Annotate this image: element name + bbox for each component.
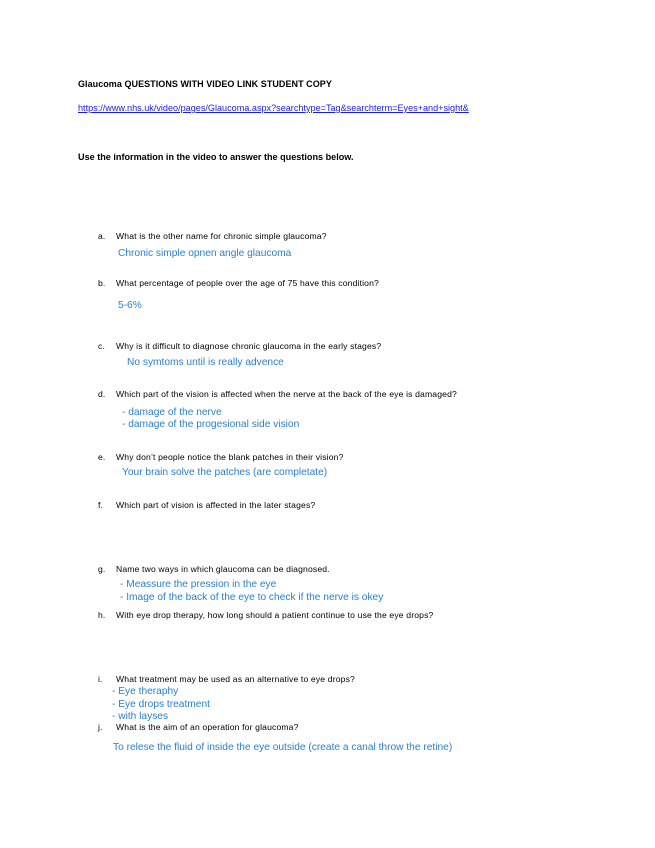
question-j — [98, 722, 299, 732]
question-text: Why is it difficult to diagnose chronic glaucoma in the early stages? — [116, 341, 382, 351]
answer-e-1[interactable]: Your brain solve the patches (are completate) — [122, 467, 328, 478]
answer-g-1[interactable]: - Meassure the pression in the eye — [120, 579, 277, 590]
question-label: g. — [98, 564, 106, 574]
answer-j-1[interactable]: To relese the fluid of inside the eye outside (create a canal throw the retine) — [113, 742, 453, 753]
answer-i-1[interactable]: - Eye theraphy — [112, 686, 179, 697]
question-label: b. — [98, 278, 106, 288]
answer-c-1[interactable]: No symtoms until is really advence — [127, 357, 284, 368]
question-d — [98, 389, 457, 399]
question-h — [98, 610, 433, 620]
question-text: Which part of the vision is affected when the nerve at the back of the eye is damaged? — [116, 389, 457, 399]
question-text: Why don’t people notice the blank patches in their vision? — [116, 452, 344, 462]
answer-b-1[interactable]: 5-6% — [118, 300, 142, 311]
question-label: e. — [98, 452, 106, 462]
question-label: d. — [98, 389, 106, 399]
question-label: j. — [98, 722, 103, 732]
question-label: c. — [98, 341, 105, 351]
question-c — [98, 341, 381, 351]
question-e — [98, 452, 344, 462]
question-text: What is the other name for chronic simple glaucoma? — [116, 231, 327, 241]
question-text: What treatment may be used as an alternative to eye drops? — [116, 674, 355, 684]
question-text: Name two ways in which glaucoma can be diagnosed. — [116, 564, 330, 574]
answer-i-2[interactable]: - Eye drops treatment — [112, 699, 210, 710]
question-text: What percentage of people over the age of 75 have this condition? — [116, 278, 379, 288]
question-g — [98, 564, 330, 574]
question-label: i. — [98, 674, 103, 684]
answer-d-2[interactable]: - damage of the progesional side vision — [122, 419, 300, 430]
answer-g-2[interactable]: - Image of the back of the eye to check if the nerve is okey — [120, 592, 384, 603]
instructions: Use the information in the video to answer the questions below. — [78, 152, 354, 162]
answer-a-1[interactable]: Chronic simple opnen angle glaucoma — [118, 248, 292, 259]
answer-i-3[interactable]: - with layses — [112, 711, 169, 722]
question-text: Which part of vision is affected in the later stages? — [116, 500, 316, 510]
question-i — [98, 674, 355, 684]
answer-d-1[interactable]: - damage of the nerve — [122, 407, 222, 418]
question-label: f. — [98, 500, 104, 510]
question-text: What is the aim of an operation for glaucoma? — [116, 722, 299, 732]
question-label: h. — [98, 610, 106, 620]
question-b — [98, 278, 379, 288]
video-link[interactable]: https://www.nhs.uk/video/pages/Glaucoma.aspx?searchtype=Tag&searchterm=Eyes+and+sight& — [78, 103, 469, 113]
question-label: a. — [98, 231, 106, 241]
question-f — [98, 500, 315, 510]
document-title: Glaucoma QUESTIONS WITH VIDEO LINK STUDENT COPY — [78, 79, 332, 89]
question-a — [98, 231, 327, 241]
question-text: With eye drop therapy, how long should a patient continue to use the eye drops? — [116, 610, 434, 620]
